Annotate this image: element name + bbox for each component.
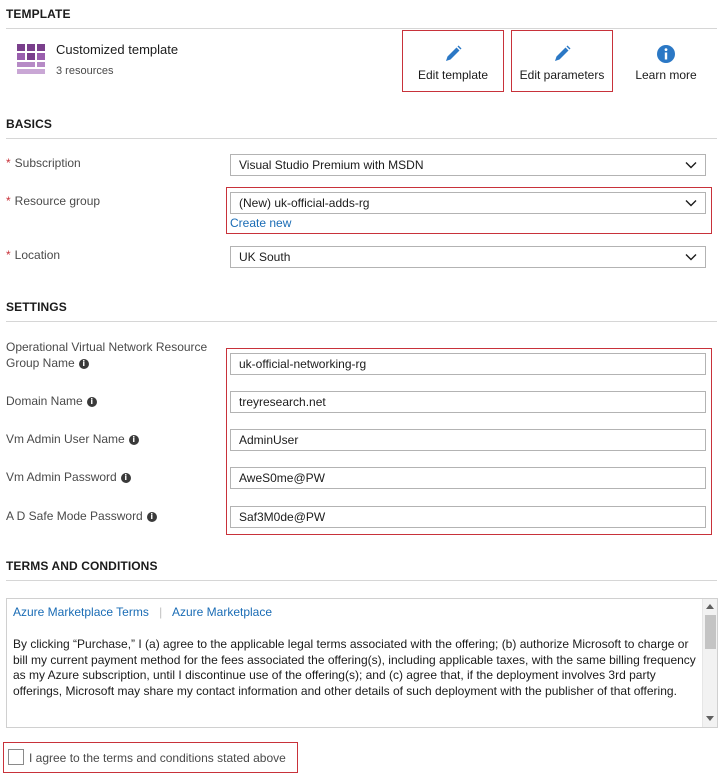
terms-panel[interactable] — [6, 598, 718, 728]
agree-label[interactable]: I agree to the terms and conditions stated above — [29, 751, 286, 765]
divider — [6, 580, 717, 581]
divider — [6, 138, 717, 139]
info-icon[interactable]: i — [147, 512, 157, 522]
terms-links — [13, 605, 272, 619]
scroll-thumb[interactable] — [705, 615, 716, 649]
resource-group-select[interactable] — [230, 192, 706, 214]
location-label-text: Location — [14, 248, 61, 262]
required-marker: * — [6, 194, 11, 208]
pencil-icon — [403, 44, 503, 64]
template-resource-count: 3 resources — [56, 65, 114, 77]
scroll-up-arrow-icon[interactable] — [706, 604, 714, 609]
basics-section-title: BASICS — [6, 117, 52, 131]
resource-group-label — [6, 193, 100, 209]
chevron-down-icon — [685, 251, 697, 263]
info-icon[interactable]: i — [87, 397, 97, 407]
subscription-select[interactable] — [230, 154, 706, 176]
ad-safe-mode-password-label — [6, 508, 157, 524]
divider — [6, 28, 717, 29]
subscription-label-text: Subscription — [14, 156, 81, 170]
template-section-title: TEMPLATE — [6, 7, 71, 21]
chevron-down-icon — [685, 159, 697, 171]
vm-admin-password-input[interactable] — [230, 467, 706, 489]
azure-marketplace-terms-link[interactable]: Azure Marketplace Terms — [13, 605, 149, 619]
domain-name-value: treyresearch.net — [239, 395, 326, 409]
template-name: Customized template — [56, 42, 179, 57]
ad-safe-mode-password-label-text: A D Safe Mode Password — [6, 509, 143, 523]
terms-section-title: TERMS AND CONDITIONS — [6, 559, 158, 573]
network-rg-label-line2: Group Name — [6, 356, 75, 370]
location-label — [6, 247, 60, 263]
subscription-label — [6, 155, 81, 171]
vm-admin-user-value: AdminUser — [239, 433, 299, 447]
vm-admin-user-label — [6, 431, 139, 447]
network-rg-label — [6, 339, 207, 371]
vm-admin-user-input[interactable] — [230, 429, 706, 451]
domain-name-input[interactable] — [230, 391, 706, 413]
vm-admin-password-label-text: Vm Admin Password — [6, 470, 117, 484]
info-icon[interactable]: i — [129, 435, 139, 445]
azure-marketplace-link[interactable]: Azure Marketplace — [171, 605, 273, 619]
required-marker: * — [6, 248, 11, 262]
edit-template-label: Edit template — [417, 68, 489, 82]
terms-scrollbar[interactable] — [702, 599, 717, 727]
info-icon[interactable]: i — [121, 473, 131, 483]
vm-admin-password-value: AweS0me@PW — [239, 471, 325, 485]
domain-name-label — [6, 393, 97, 409]
required-marker: * — [6, 156, 11, 170]
vm-admin-user-label-text: Vm Admin User Name — [6, 432, 125, 446]
subscription-value: Visual Studio Premium with MSDN — [239, 158, 424, 172]
scroll-down-arrow-icon[interactable] — [706, 716, 714, 721]
pencil-icon — [512, 44, 612, 64]
edit-parameters-button[interactable] — [512, 44, 612, 82]
terms-body: By clicking “Purchase,” I (a) agree to the applicable legal terms associated with the offering; (b) authorize Microsoft to charge or bill my current payment method for the fees associated the offering(s), including applicable taxes, with the same billing frequency as my Azure subscription, until I discontinue use of the offering(s); and (c) agree that, if the deployment involves 3rd party offerings, Microsoft may share my contact information and other details of such deployment with the publisher of that offering. — [13, 637, 696, 698]
network-rg-input[interactable] — [230, 353, 706, 375]
resource-group-value: (New) uk-official-adds-rg — [239, 196, 370, 210]
ad-safe-mode-password-input[interactable] — [230, 506, 706, 528]
edit-template-button[interactable] — [403, 44, 503, 82]
create-new-link[interactable]: Create new — [230, 216, 292, 230]
chevron-down-icon — [685, 197, 697, 209]
template-grid-icon — [17, 44, 45, 74]
settings-section-title: SETTINGS — [6, 300, 67, 314]
info-circle-icon — [626, 44, 706, 64]
learn-more-label: Learn more — [635, 68, 697, 82]
resource-group-label-text: Resource group — [14, 194, 101, 208]
divider — [6, 321, 717, 322]
learn-more-button[interactable] — [626, 44, 706, 82]
ad-safe-mode-password-value: Saf3M0de@PW — [239, 510, 326, 524]
network-rg-label-line1: Operational Virtual Network Resource — [6, 340, 208, 354]
location-select[interactable] — [230, 246, 706, 268]
link-separator: | — [159, 605, 163, 619]
edit-parameters-label: Edit parameters — [519, 68, 605, 82]
domain-name-label-text: Domain Name — [6, 394, 83, 408]
agree-checkbox[interactable] — [8, 749, 24, 765]
location-value: UK South — [239, 250, 291, 264]
network-rg-value: uk-official-networking-rg — [239, 357, 367, 371]
vm-admin-password-label — [6, 469, 131, 485]
info-icon[interactable]: i — [79, 359, 89, 369]
